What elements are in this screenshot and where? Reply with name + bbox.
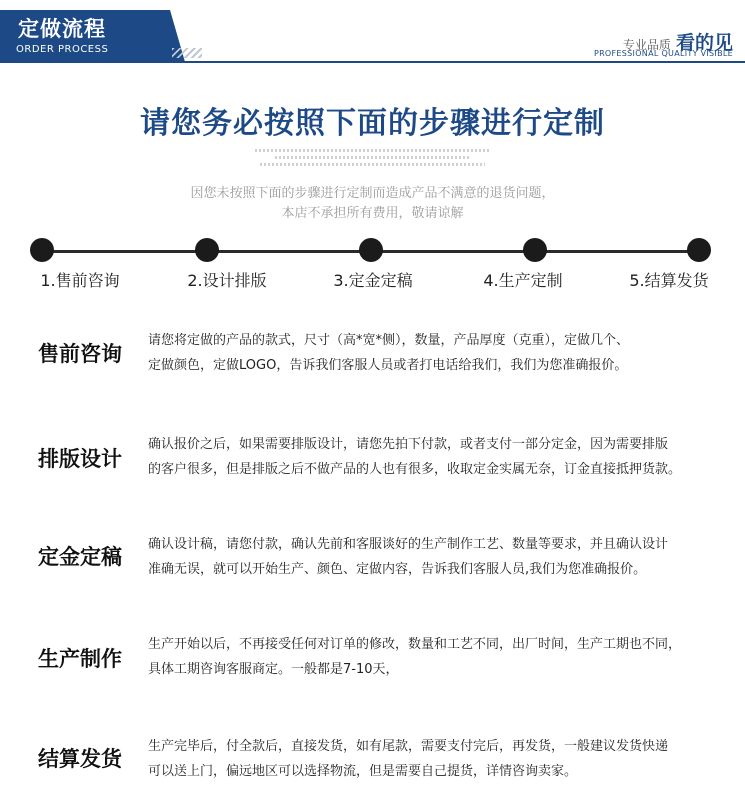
section-line: 请您将定做的产品的款式，尺寸（高*宽*侧），数量，产品厚度（克重），定做几个、 bbox=[148, 333, 630, 348]
brand-slogan-large: 看的见 bbox=[675, 32, 733, 54]
section-line: 定做颜色，定做LOGO，告诉我们客服人员或者打电话给我们，我们为您准确报价。 bbox=[148, 358, 628, 373]
title-decoration-line bbox=[275, 156, 470, 159]
step-label-production: 4.生产定制 bbox=[483, 271, 563, 290]
section-line: 生产开始以后，不再接受任何对订单的修改，数量和工艺不同，出厂时间，生产工期也不同， bbox=[148, 637, 682, 652]
section-text-consult bbox=[148, 328, 728, 378]
timeline-dot bbox=[687, 238, 711, 262]
notice-line-2: 本店不承担所有费用，敬请谅解 bbox=[281, 206, 464, 221]
section-text-shipping bbox=[148, 734, 728, 784]
title-decoration-line bbox=[255, 149, 490, 152]
badge-title: 定做流程 bbox=[18, 17, 106, 41]
notice-line-1: 因您未按照下面的步骤进行定制而造成产品不满意的退货问题， bbox=[190, 186, 555, 201]
section-line: 生产完毕后，付全款后，直接发货，如有尾款，需要支付完后，再发货，一般建议发货快递 bbox=[148, 739, 669, 754]
section-line: 具体工期咨询客服商定。一般都是7-10天， bbox=[148, 662, 399, 677]
header-rule bbox=[0, 61, 745, 63]
section-title-design: 排版设计 bbox=[38, 447, 122, 471]
timeline-dot bbox=[195, 238, 219, 262]
brand-slogan-english: PROFESSIONAL QUALITY VISIBLE bbox=[593, 49, 733, 58]
section-line: 确认报价之后，如果需要排版设计，请您先拍下付款，或者支付一部分定金，因为需要排版 bbox=[148, 437, 669, 452]
section-line: 确认设计稿，请您付款，确认先前和客服谈好的生产制作工艺、数量等要求，并且确认设计 bbox=[148, 537, 669, 552]
section-text-design bbox=[148, 432, 728, 482]
title-decoration-line bbox=[260, 163, 485, 166]
section-line: 的客户很多，但是排版之后不做产品的人也有很多，收取定金实属无奈，订金直接抵押货款。 bbox=[148, 462, 682, 477]
step-label-deposit: 3.定金定稿 bbox=[333, 271, 413, 290]
timeline-dot bbox=[30, 238, 54, 262]
badge-subtitle: ORDER PROCESS bbox=[16, 44, 109, 55]
step-label-design: 2.设计排版 bbox=[187, 271, 267, 290]
section-line: 准确无误，就可以开始生产、颜色、定做内容，告诉我们客服人员,我们为您准确报价。 bbox=[148, 562, 647, 577]
badge-stripe-decoration bbox=[172, 48, 202, 58]
section-text-production bbox=[148, 632, 728, 682]
timeline-dot bbox=[523, 238, 547, 262]
section-text-deposit bbox=[148, 532, 728, 582]
section-title-consult: 售前咨询 bbox=[38, 342, 122, 366]
step-label-consult: 1.售前咨询 bbox=[40, 271, 120, 290]
step-label-shipping: 5.结算发货 bbox=[629, 271, 709, 290]
brand-slogan-small: 专业品质 bbox=[622, 38, 671, 52]
section-title-production: 生产制作 bbox=[38, 647, 122, 671]
section-title-shipping: 结算发货 bbox=[38, 747, 122, 771]
timeline-dot bbox=[359, 238, 383, 262]
page-title: 请您务必按照下面的步骤进行定制 bbox=[140, 106, 605, 141]
section-title-deposit: 定金定稿 bbox=[38, 545, 122, 569]
section-line: 可以送上门，偏远地区可以选择物流，但是需要自己提货，详情咨询卖家。 bbox=[148, 764, 578, 779]
